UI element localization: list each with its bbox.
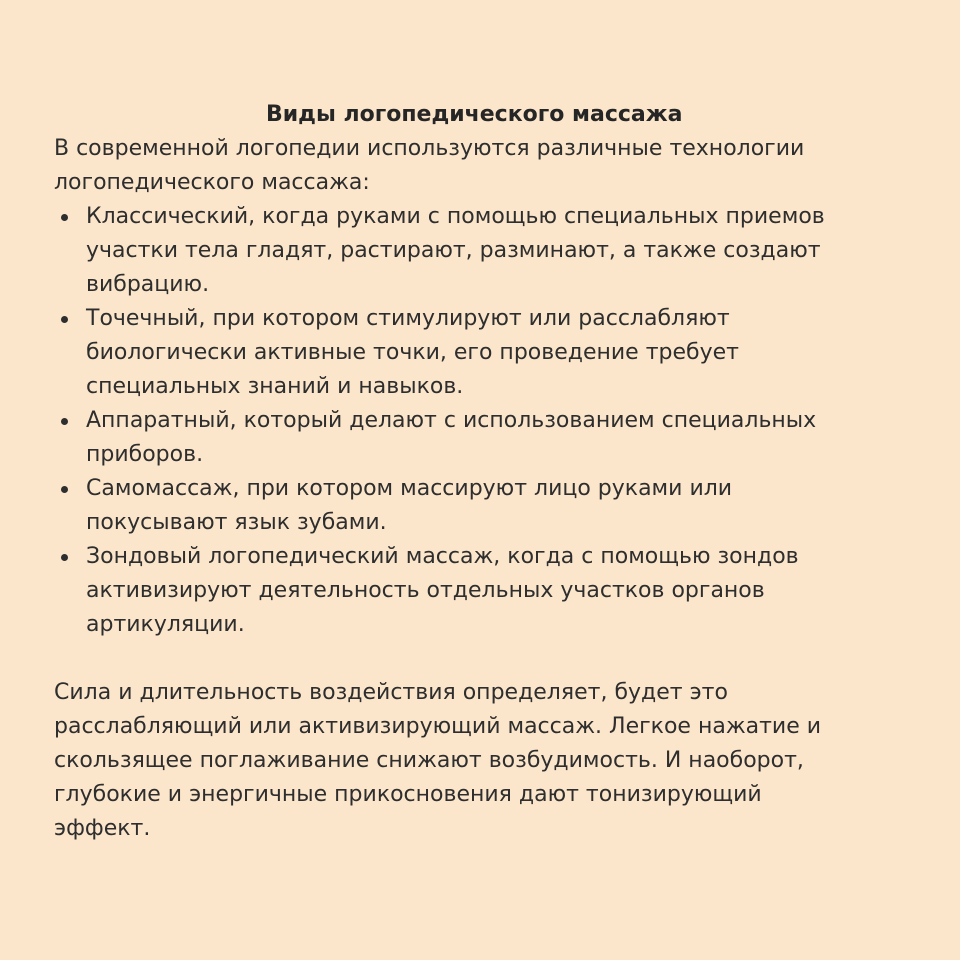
list-item-text: Точечный, при котором стимулируют или расслабляют биологически активные точки, его проведение требует специальных знаний и навыков. — [86, 306, 739, 399]
intro-paragraph: В современной логопедии используются различные технологии логопедического массажа: — [54, 136, 805, 195]
list-item — [54, 200, 864, 302]
list-item-text: Классический, когда руками с помощью специальных приемов участки тела гладят, растирают, разминают, а также создают вибрацию. — [86, 204, 825, 297]
list-item-text: Аппаратный, который делают с использованием специальных приборов. — [86, 408, 817, 467]
list-item-text: Зондовый логопедический массаж, когда с помощью зондов активизируют деятельность отдельных участков органов артикуляции. — [86, 544, 799, 637]
closing-paragraph: Сила и длительность воздействия определяет, будет это расслабляющий или активизирующий массаж. Легкое нажатие и скользящее поглаживание снижают возбудимость. И наоборот, глубокие и энергичные прикосновения дают тонизирующий эффект. — [54, 680, 822, 841]
massage-types-list — [54, 200, 864, 642]
bullet-icon — [61, 418, 68, 425]
bullet-icon — [61, 214, 68, 221]
bullet-icon — [61, 486, 68, 493]
list-item — [54, 540, 864, 642]
bullet-icon — [61, 316, 68, 323]
list-item-text: Самомассаж, при котором массируют лицо руками или покусывают язык зубами. — [86, 476, 733, 535]
list-item — [54, 472, 864, 540]
list-item — [54, 404, 864, 472]
page-title: Виды логопедического массажа — [266, 102, 683, 127]
list-item — [54, 302, 864, 404]
bullet-icon — [61, 554, 68, 561]
